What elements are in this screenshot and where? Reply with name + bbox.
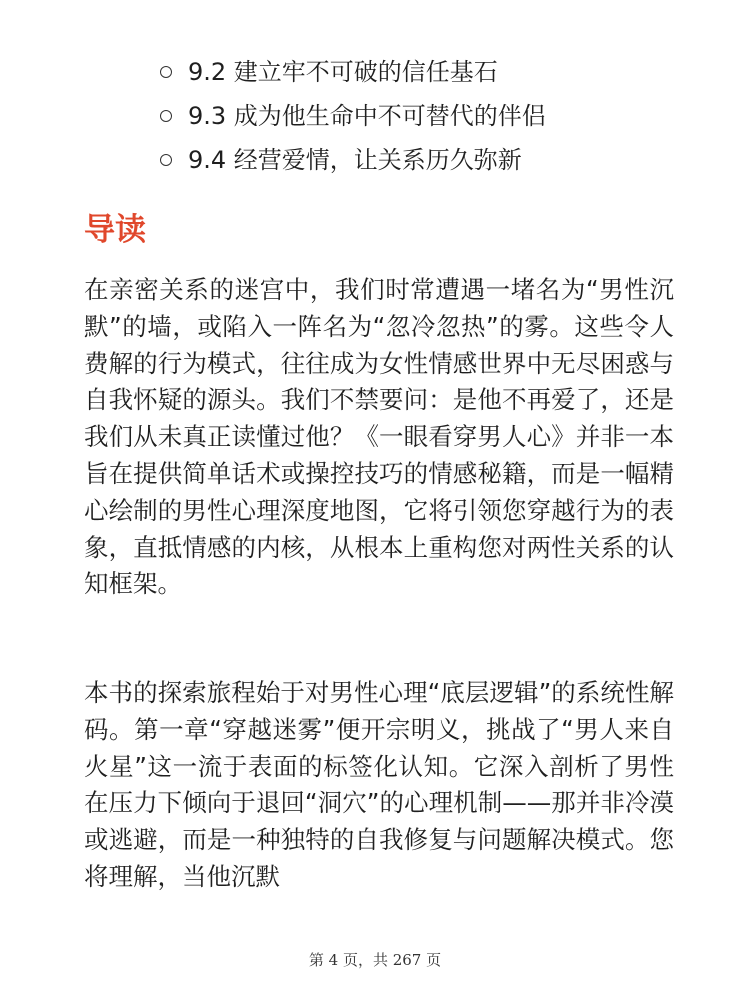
toc-item[interactable] — [160, 94, 720, 138]
toc-item-label: 9.2 建立牢不可破的信任基石 — [188, 58, 498, 86]
table-of-contents — [160, 50, 720, 182]
toc-item-label: 9.3 成为他生命中不可替代的伴侣 — [188, 102, 546, 130]
toc-item[interactable] — [160, 138, 720, 182]
page-number-footer: 第 4 页，共 267 页 — [308, 951, 442, 969]
body-paragraph: 本书的探索旅程始于对男性心理“底层逻辑”的系统性解码。第一章“穿越迷雾”便开宗明义，挑战了“男人来自火星”这一流于表面的标签化认知。它深入剖析了男性在压力下倾向于退回“洞穴”的心理机制——那并非冷漠或逃避，而是一种独特的自我修复与问题解决模式。您将理解，当他沉默 — [84, 678, 674, 891]
circle-bullet-icon — [160, 66, 172, 78]
section-heading: 导读 — [84, 212, 146, 248]
body-paragraph: 在亲密关系的迷宫中，我们时常遭遇一堵名为“男性沉默”的墙，或陷入一阵名为“忽冷忽热”的雾。这些令人费解的行为模式，往往成为女性情感世界中无尽困惑与自我怀疑的源头。我们不禁要问：是他不再爱了，还是我们从未真正读懂过他？《一眼看穿男人心》并非一本旨在提供简单话术或操控技巧的情感秘籍，而是一幅精心绘制的男性心理深度地图，它将引领您穿越行为的表象，直抵情感的内核，从根本上重构您对两性关系的认知框架。 — [84, 275, 674, 599]
toc-item[interactable] — [160, 50, 720, 94]
toc-item-label: 9.4 经营爱情，让关系历久弥新 — [188, 146, 522, 174]
circle-bullet-icon — [160, 154, 172, 166]
circle-bullet-icon — [160, 110, 172, 122]
